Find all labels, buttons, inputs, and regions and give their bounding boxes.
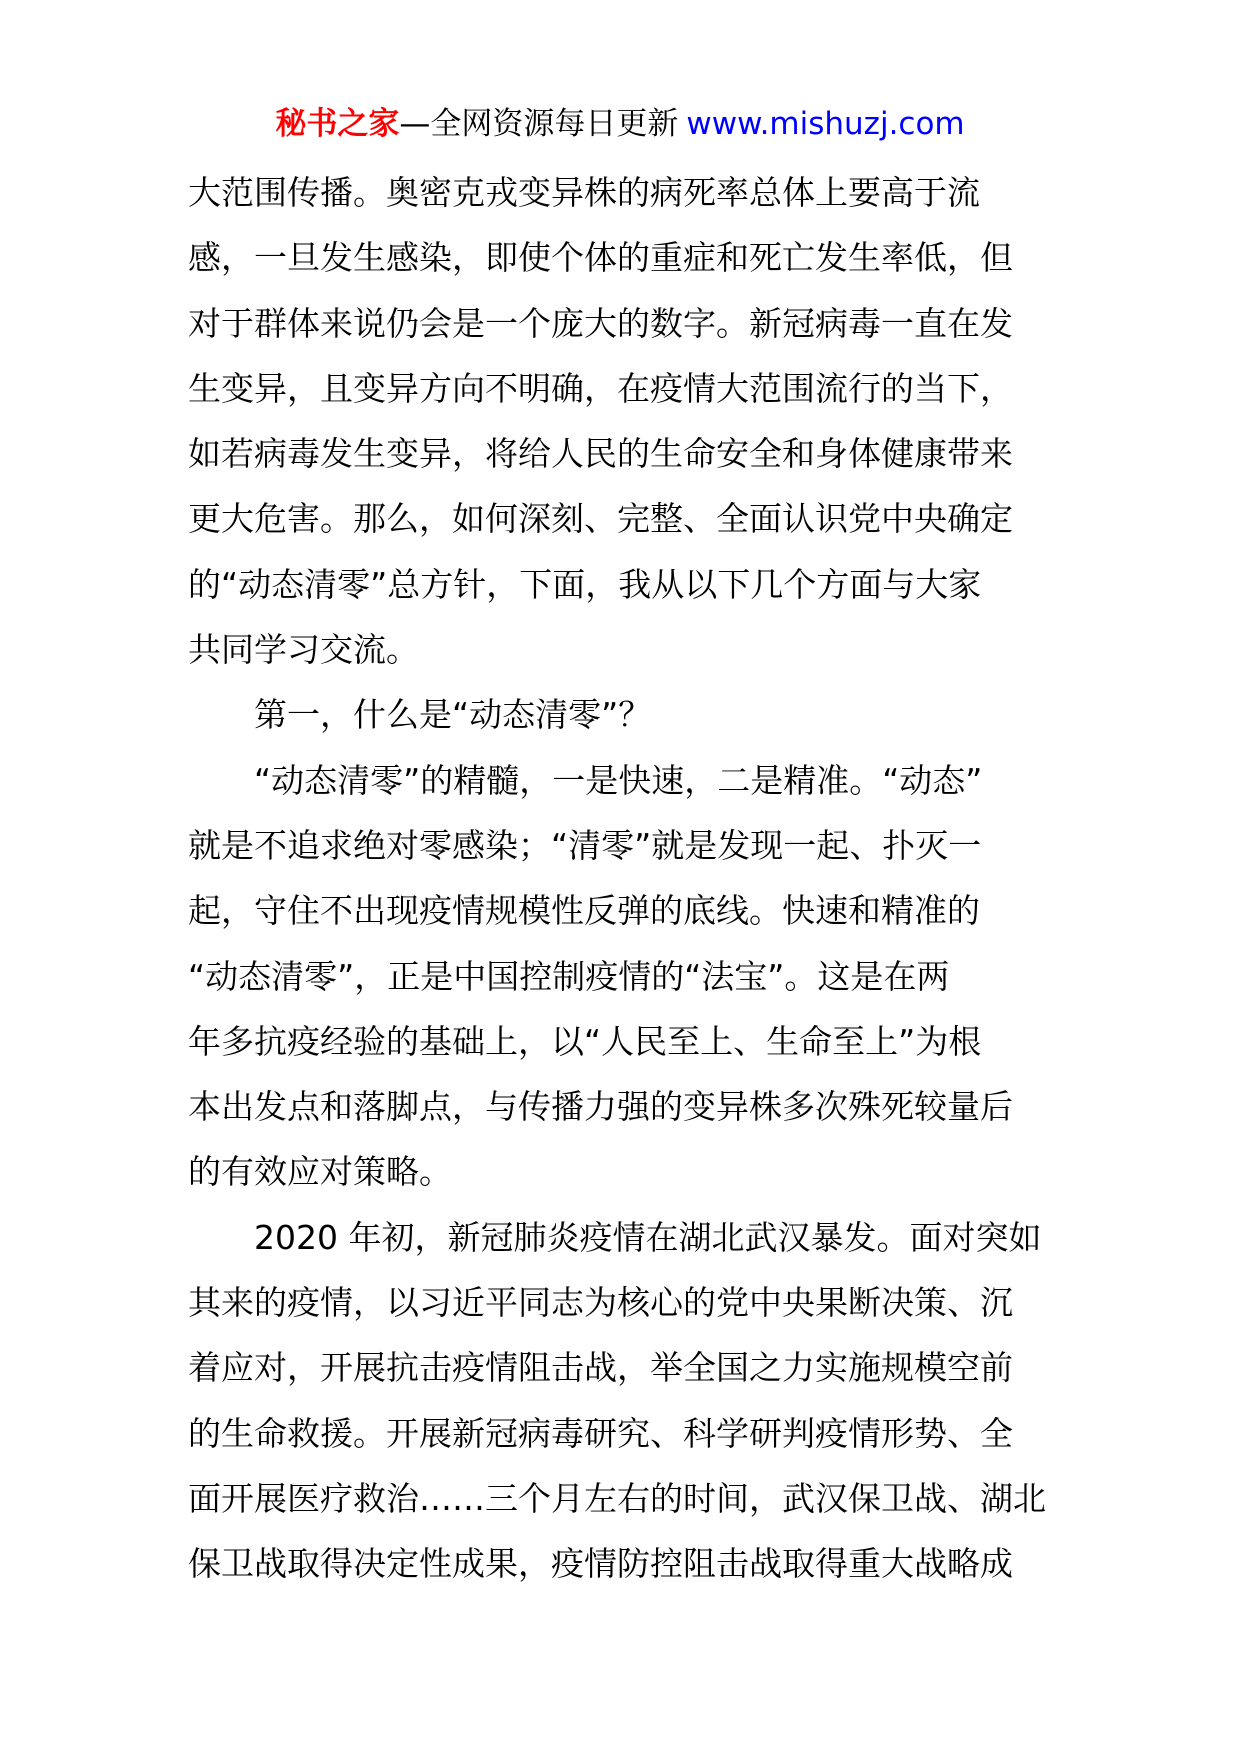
text-line: 如若病毒发生变异，将给人民的生命安全和身体健康带来 [188,434,1013,474]
site-url-link[interactable]: www.mishuzj.com [686,106,965,142]
text-line: 就是不追求绝对零感染；“清零”就是发现一起、扑灭一 [188,825,982,865]
text-line: 大范围传播。奥密克戎变异株的病死率总体上要高于流 [188,173,980,212]
text-line: 面开展医疗救治……三个月左右的时间，武汉保卫战、湖北 [188,1478,1046,1518]
text-line: 的生命救援。开展新冠病毒研究、科学研判疫情形势、全 [188,1413,1013,1453]
text-line: 的有效应对策略。 [188,1152,452,1192]
text-line: 年多抗疫经验的基础上，以“人民至上、生命至上”为根 [188,1021,982,1061]
text-line: 保卫战取得决定性成果，疫情防控阻击战取得重大战略成 [188,1544,1013,1584]
page-header [0,100,1240,148]
text-line: 感，一旦发生感染，即使个体的重症和死亡发生率低，但 [188,238,1013,278]
text-line: “动态清零”的精髓，一是快速，二是精准。“动态” [254,760,983,800]
text-line: 2020 年初，新冠肺炎疫情在湖北武汉暴发。面对突如 [254,1217,1042,1257]
text-line: 共同学习交流。 [188,630,419,670]
text-line: 本出发点和落脚点，与传播力强的变异株多次殊死较量后 [188,1087,1013,1127]
brand-name: 秘书之家 [275,106,400,142]
header-tagline: —全网资源每日更新 [399,106,679,142]
section-heading: 第一，什么是“动态清零”？ [254,695,652,735]
text-line: 其来的疫情，以习近平同志为核心的党中央果断决策、沉 [188,1283,1013,1323]
text-line: “动态清零”，正是中国控制疫情的“法宝”。这是在两 [188,956,950,996]
text-line: 生变异，且变异方向不明确，在疫情大范围流行的当下， [188,368,1013,408]
document-body [188,160,1058,1597]
text-line: 着应对，开展抗击疫情阻击战，举全国之力实施规模空前 [188,1348,1013,1388]
text-line: 对于群体来说仍会是一个庞大的数字。新冠病毒一直在发 [188,303,1013,343]
text-line: 更大危害。那么，如何深刻、完整、全面认识党中央确定 [188,499,1013,539]
text-line: 起，守住不出现疫情规模性反弹的底线。快速和精准的 [188,891,980,931]
text-line: 的“动态清零”总方针，下面，我从以下几个方面与大家 [188,564,982,604]
